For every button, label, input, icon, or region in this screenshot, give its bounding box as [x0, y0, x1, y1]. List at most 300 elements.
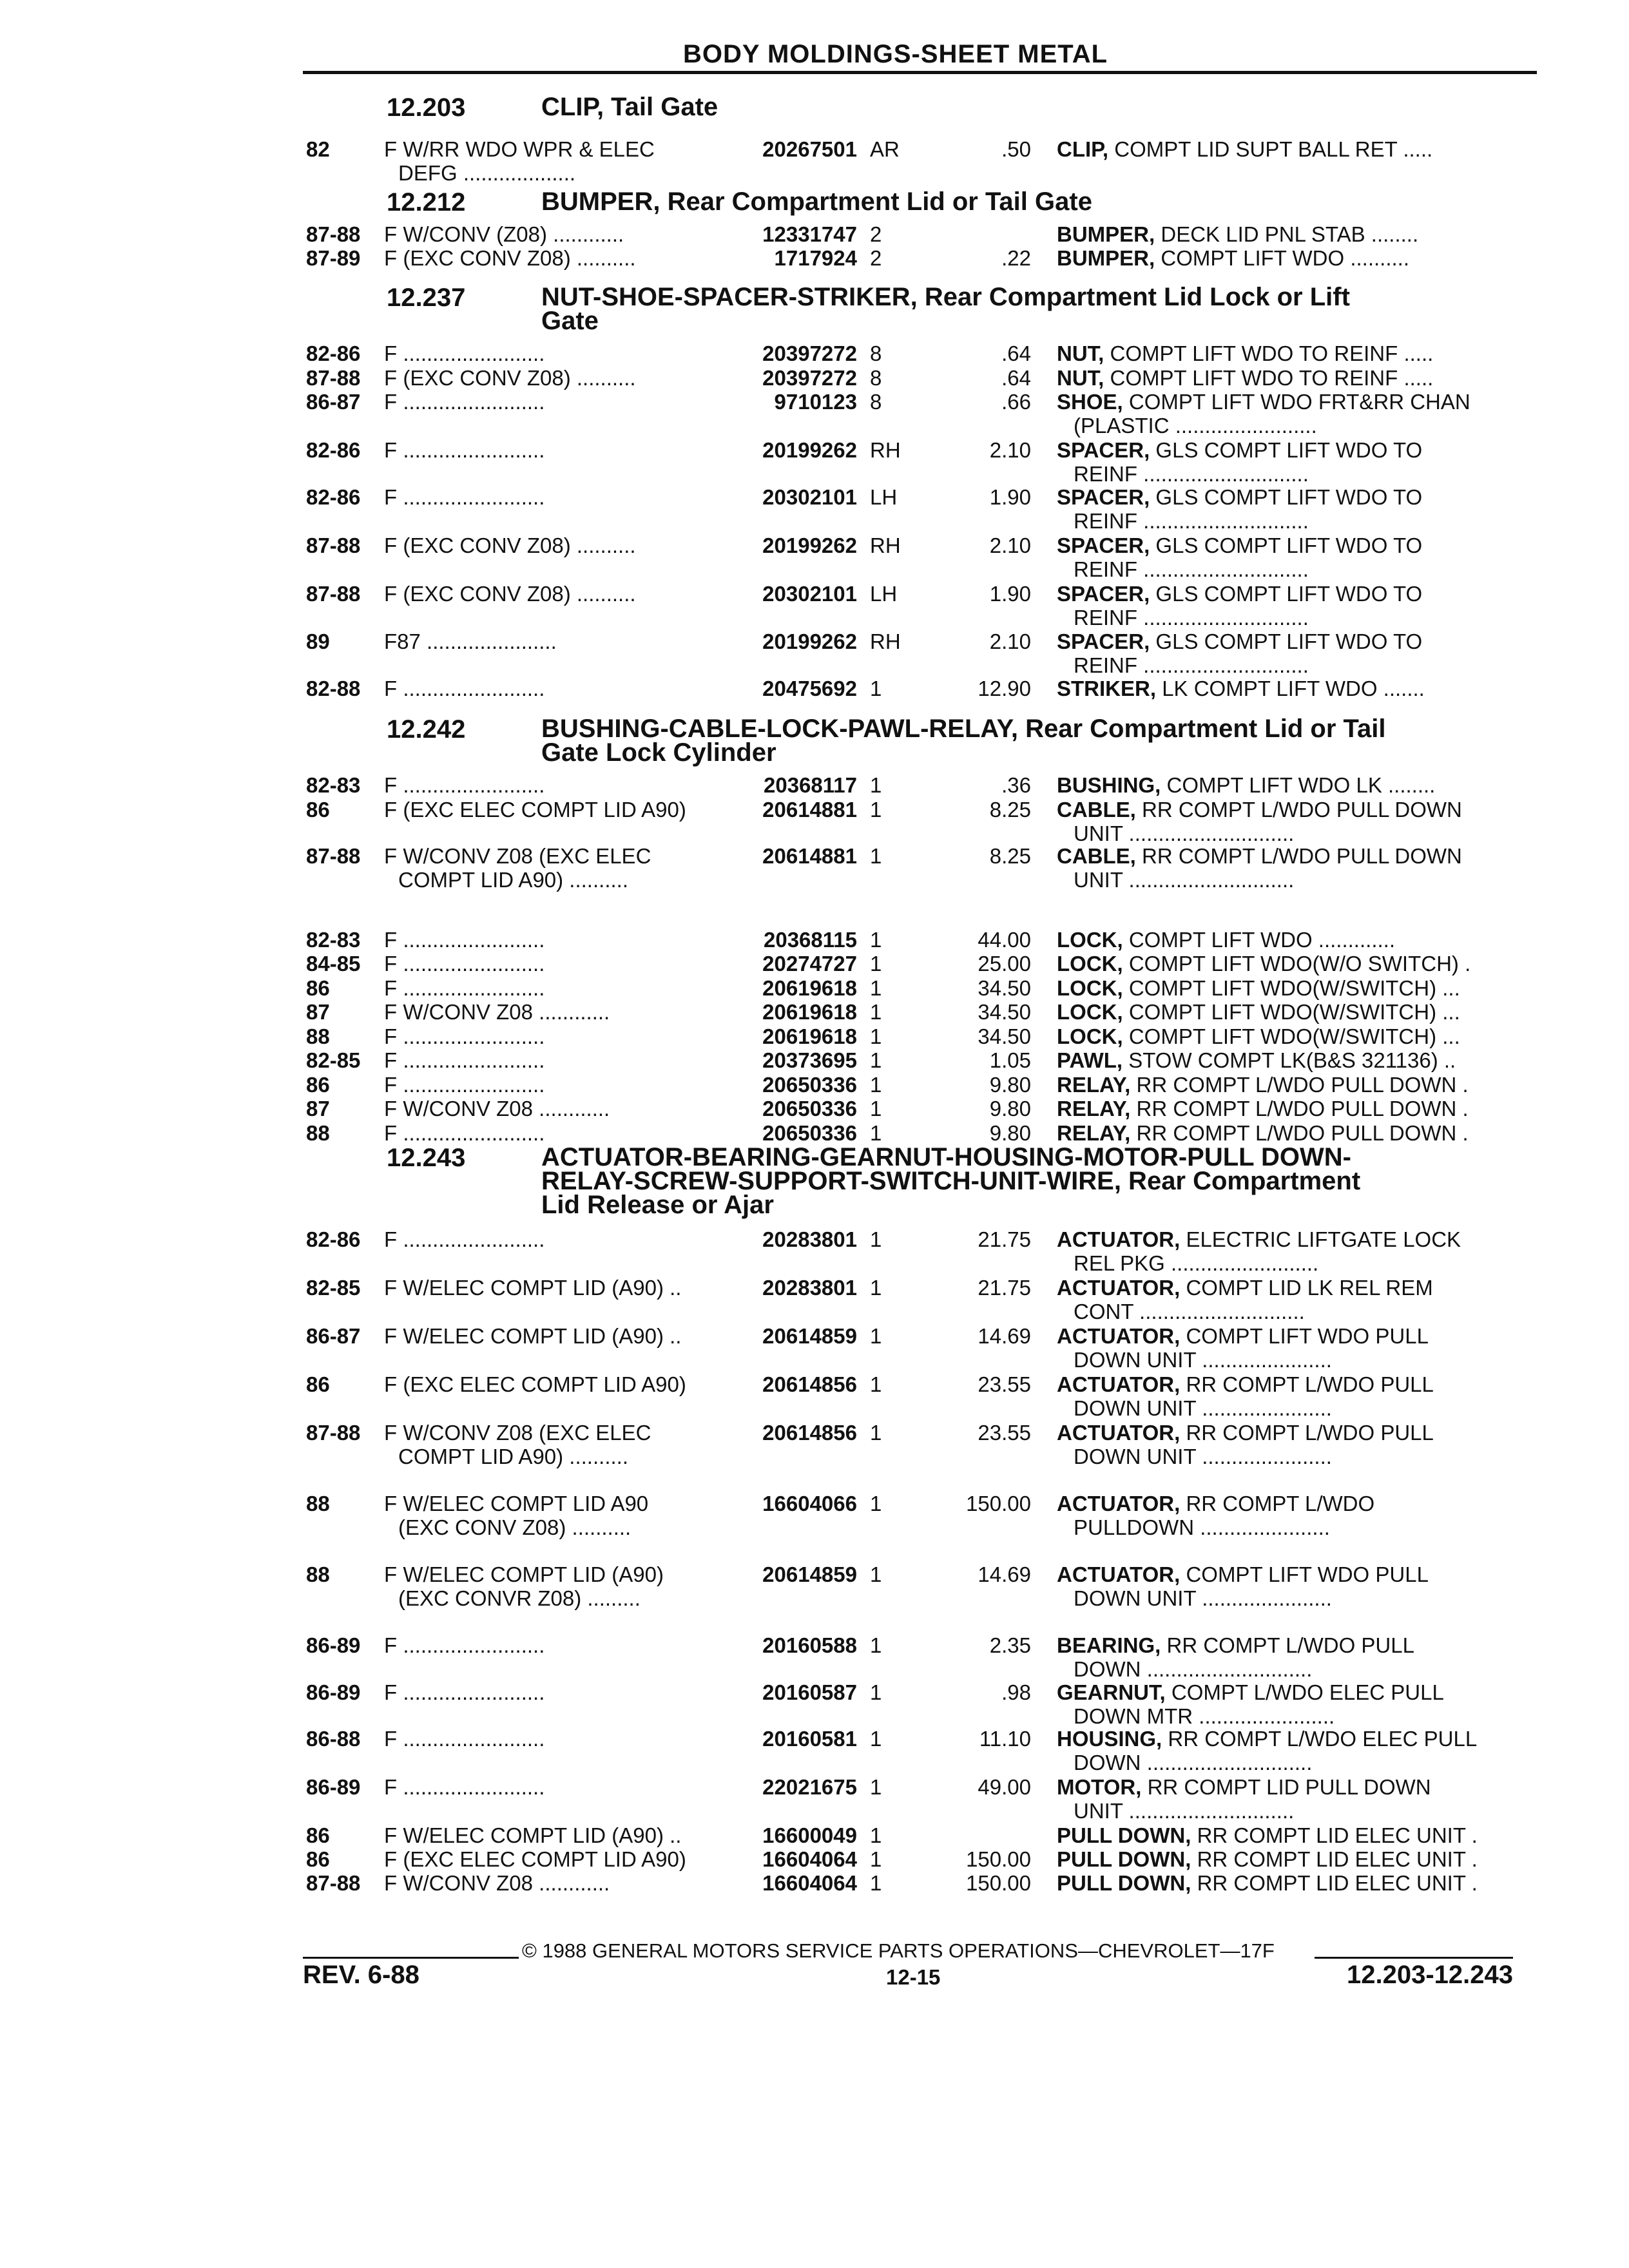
part-name-keyword: BEARING,	[1057, 1633, 1161, 1657]
model-years: 88	[306, 1024, 330, 1048]
quantity: 1	[870, 952, 882, 975]
price: 14.69	[978, 1562, 1031, 1586]
usage-description	[384, 366, 726, 390]
usage-line: F ........................	[384, 976, 545, 1000]
part-name	[1057, 928, 1534, 952]
part-number: 20302101	[762, 485, 857, 509]
part-row	[0, 1421, 1629, 1468]
part-name-text: DOWN ............................	[1074, 1751, 1313, 1774]
part-name-keyword: LOCK,	[1057, 1024, 1123, 1048]
part-name-keyword: SHOE,	[1057, 390, 1123, 414]
section-title-line: Gate	[541, 307, 599, 335]
part-name-keyword: PAWL,	[1057, 1048, 1123, 1072]
price: 49.00	[978, 1775, 1031, 1799]
quantity: 1	[870, 1024, 882, 1048]
part-name-text: UNIT ............................	[1074, 822, 1295, 845]
price: 21.75	[978, 1227, 1031, 1251]
quantity: 1	[870, 1562, 882, 1586]
quantity: 1	[870, 1097, 882, 1120]
part-number: 20283801	[762, 1227, 857, 1251]
part-name-text: GLS COMPT LIFT WDO TO	[1155, 629, 1423, 653]
part-name	[1057, 533, 1534, 581]
model-years: 82-86	[306, 485, 361, 509]
price: 9.80	[989, 1097, 1031, 1120]
usage-line: F ........................	[384, 341, 545, 365]
part-name-text: RR COMPT L/WDO ELEC PULL	[1168, 1727, 1478, 1751]
usage-description	[384, 1372, 726, 1396]
usage-line: F (EXC CONV Z08) ..........	[384, 582, 636, 606]
part-row	[0, 1727, 1629, 1774]
part-name-line	[1057, 1751, 1534, 1774]
usage-description	[384, 1680, 726, 1704]
part-name-line	[1057, 653, 1534, 677]
part-name-line	[1057, 1680, 1534, 1704]
usage-description	[384, 137, 726, 185]
quantity: 1	[870, 1727, 882, 1751]
price: 34.50	[978, 1000, 1031, 1024]
part-row	[0, 1372, 1629, 1420]
part-name-line	[1057, 438, 1534, 462]
part-name-text: RR COMPT L/WDO PULL DOWN .	[1136, 1121, 1469, 1145]
usage-line: F W/ELEC COMPT LID (A90) ..	[384, 1823, 682, 1847]
model-years: 82	[306, 137, 330, 161]
part-name	[1057, 952, 1534, 975]
part-name	[1057, 1000, 1534, 1024]
quantity: AR	[870, 137, 900, 161]
part-name-keyword: SPACER,	[1057, 533, 1150, 557]
part-name-line	[1057, 485, 1534, 509]
section-title	[541, 1143, 1521, 1219]
model-years: 86-89	[306, 1775, 361, 1799]
price: 23.55	[978, 1421, 1031, 1445]
part-name-line	[1057, 1024, 1534, 1048]
model-years: 86-89	[306, 1633, 361, 1657]
part-name-keyword: ACTUATOR,	[1057, 1227, 1181, 1251]
part-name-text: UNIT ............................	[1074, 1799, 1295, 1823]
part-number: 20274727	[762, 952, 857, 975]
quantity: 1	[870, 976, 882, 1000]
part-name-keyword: LOCK,	[1057, 928, 1123, 952]
usage-description	[384, 1227, 726, 1251]
part-name-text: RR COMPT L/WDO PULL	[1186, 1372, 1434, 1396]
part-name	[1057, 1871, 1534, 1895]
part-number: 20650336	[762, 1097, 857, 1120]
usage-description	[384, 1847, 726, 1871]
model-years: 87-88	[306, 1871, 361, 1895]
usage-line: F (EXC ELEC COMPT LID A90)	[384, 1372, 686, 1396]
part-name-text: RR COMPT L/WDO PULL DOWN	[1142, 798, 1462, 822]
part-name-line	[1057, 509, 1534, 533]
price: 34.50	[978, 976, 1031, 1000]
usage-description	[384, 1492, 726, 1539]
section-title-line: RELAY-SCREW-SUPPORT-SWITCH-UNIT-WIRE, Rear Compartment	[541, 1167, 1361, 1195]
part-name-text: UNIT ............................	[1074, 868, 1295, 892]
price: .64	[1001, 366, 1031, 390]
part-name-text: GLS COMPT LIFT WDO TO	[1155, 533, 1423, 557]
model-years: 89	[306, 629, 330, 653]
usage-description	[384, 1097, 726, 1120]
part-name-keyword: BUMPER,	[1057, 246, 1155, 270]
part-name-text: RR COMPT L/WDO PULL	[1166, 1633, 1414, 1657]
part-name	[1057, 1324, 1534, 1372]
part-name	[1057, 1847, 1534, 1871]
usage-line: F ........................	[384, 1024, 545, 1048]
part-name-line	[1057, 677, 1534, 700]
part-name-line	[1057, 1799, 1534, 1823]
part-name-text: LK COMPT LIFT WDO .......	[1162, 677, 1425, 700]
part-number: 16600049	[762, 1823, 857, 1847]
model-years: 82-86	[306, 438, 361, 462]
part-name-keyword: CABLE,	[1057, 844, 1136, 868]
part-name-text: COMPT LIFT WDO(W/SWITCH) ...	[1128, 1024, 1460, 1048]
usage-line: F W/RR WDO WPR & ELEC	[384, 137, 655, 161]
model-years: 82-88	[306, 677, 361, 700]
part-number: 20199262	[762, 533, 857, 557]
part-number: 20619618	[762, 976, 857, 1000]
footer-rule-right	[1315, 1957, 1513, 1959]
part-name-keyword: NUT,	[1057, 366, 1104, 390]
part-name-text: DOWN UNIT ......................	[1074, 1445, 1332, 1468]
part-name	[1057, 1073, 1534, 1097]
quantity: 1	[870, 1421, 882, 1445]
price: 9.80	[989, 1121, 1031, 1145]
price: 150.00	[966, 1492, 1031, 1515]
usage-line: F W/CONV Z08 (EXC ELEC	[384, 844, 651, 868]
model-years: 82-85	[306, 1276, 361, 1300]
usage-line: COMPT LID A90) ..........	[398, 868, 628, 892]
quantity: 1	[870, 1633, 882, 1657]
section-number: 12.203	[387, 93, 466, 122]
part-number: 16604066	[762, 1492, 857, 1515]
part-name-line	[1057, 1445, 1534, 1468]
quantity: 1	[870, 844, 882, 868]
part-name-keyword: SPACER,	[1057, 629, 1150, 653]
usage-line: F ........................	[384, 1727, 545, 1751]
part-number: 20614881	[762, 844, 857, 868]
price: 9.80	[989, 1073, 1031, 1097]
part-name-text: REL PKG .........................	[1074, 1251, 1319, 1275]
quantity: 1	[870, 1121, 882, 1145]
part-name-line	[1057, 952, 1534, 975]
usage-description	[384, 1421, 726, 1468]
part-row	[0, 844, 1629, 892]
quantity: RH	[870, 438, 901, 462]
part-name-line	[1057, 868, 1534, 892]
model-years: 87-88	[306, 222, 361, 246]
usage-line: F87 ......................	[384, 629, 557, 653]
part-name	[1057, 1276, 1534, 1323]
part-number: 20650336	[762, 1073, 857, 1097]
section-title-line: CLIP, Tail Gate	[541, 93, 718, 121]
part-name-line	[1057, 1847, 1534, 1871]
usage-description	[384, 1048, 726, 1072]
part-name-keyword: CABLE,	[1057, 798, 1136, 822]
part-name-text: COMPT LIFT WDO(W/SWITCH) ...	[1128, 1000, 1460, 1024]
usage-line: F (EXC ELEC COMPT LID A90)	[384, 798, 686, 822]
part-row	[0, 1324, 1629, 1372]
usage-line: F W/CONV Z08 (EXC ELEC	[384, 1421, 651, 1445]
part-name-keyword: BUMPER,	[1057, 222, 1155, 246]
usage-line: (EXC CONV Z08) ..........	[398, 1515, 631, 1539]
section-title	[541, 285, 1521, 333]
part-row	[0, 390, 1629, 437]
part-name	[1057, 976, 1534, 1000]
part-name-text: DOWN MTR .......................	[1074, 1704, 1335, 1728]
section-title	[541, 95, 1521, 119]
usage-line: F ........................	[384, 928, 545, 952]
model-years: 82-86	[306, 341, 361, 365]
usage-description	[384, 1633, 726, 1657]
part-name	[1057, 1097, 1534, 1120]
quantity: 1	[870, 1324, 882, 1348]
part-name	[1057, 390, 1534, 437]
usage-line: F ........................	[384, 1227, 545, 1251]
part-name-line	[1057, 246, 1534, 270]
part-name-line	[1057, 1515, 1534, 1539]
part-name-line	[1057, 1300, 1534, 1323]
part-row	[0, 1227, 1629, 1275]
footer-rule-left	[303, 1957, 519, 1959]
part-number: 22021675	[762, 1775, 857, 1799]
part-name	[1057, 677, 1534, 700]
part-name-keyword: ACTUATOR,	[1057, 1324, 1181, 1348]
part-row	[0, 137, 1629, 185]
part-name-keyword: RELAY,	[1057, 1073, 1131, 1097]
part-row	[0, 582, 1629, 629]
usage-line: F ........................	[384, 1633, 545, 1657]
price: 150.00	[966, 1847, 1031, 1871]
part-name-line	[1057, 1396, 1534, 1420]
part-name	[1057, 798, 1534, 845]
part-name-text: COMPT L/WDO ELEC PULL	[1171, 1680, 1444, 1704]
quantity: 1	[870, 1847, 882, 1871]
part-name	[1057, 137, 1534, 161]
part-name-keyword: LOCK,	[1057, 1000, 1123, 1024]
part-number: 20397272	[762, 366, 857, 390]
part-name-line	[1057, 976, 1534, 1000]
usage-line: F ........................	[384, 1073, 545, 1097]
footer-copyright: © 1988 GENERAL MOTORS SERVICE PARTS OPERATIONS—CHEVROLET—17F	[522, 1939, 1275, 1962]
model-years: 87-88	[306, 582, 361, 606]
part-row	[0, 1871, 1629, 1919]
part-name	[1057, 366, 1534, 390]
part-number: 20614881	[762, 798, 857, 822]
usage-line: (EXC CONVR Z08) .........	[398, 1586, 641, 1610]
part-name	[1057, 1492, 1534, 1539]
part-name-keyword: ACTUATOR,	[1057, 1492, 1181, 1515]
price: .36	[1001, 773, 1031, 797]
model-years: 82-83	[306, 928, 361, 952]
quantity: 1	[870, 1227, 882, 1251]
usage-description	[384, 1727, 726, 1751]
part-name-line	[1057, 1871, 1534, 1895]
part-name-line	[1057, 1823, 1534, 1847]
usage-description	[384, 928, 726, 952]
part-name-line	[1057, 1657, 1534, 1681]
usage-line: F (EXC ELEC COMPT LID A90)	[384, 1847, 686, 1871]
usage-line: F ........................	[384, 438, 545, 462]
model-years: 87-88	[306, 1421, 361, 1445]
part-name-line	[1057, 1073, 1534, 1097]
usage-line: F W/ELEC COMPT LID A90	[384, 1492, 649, 1515]
part-name-keyword: PULL DOWN,	[1057, 1823, 1191, 1847]
part-name-text: COMPT LIFT WDO LK ........	[1166, 773, 1436, 797]
price: .98	[1001, 1680, 1031, 1704]
part-name-keyword: NUT,	[1057, 341, 1104, 365]
part-name-keyword: ACTUATOR,	[1057, 1276, 1181, 1300]
part-number: 20283801	[762, 1276, 857, 1300]
usage-line: F W/ELEC COMPT LID (A90) ..	[384, 1276, 682, 1300]
part-number: 20368115	[763, 928, 857, 952]
usage-description	[384, 677, 726, 700]
part-name-text: RR COMPT L/WDO	[1186, 1492, 1375, 1515]
part-number: 20650336	[762, 1121, 857, 1145]
quantity: RH	[870, 533, 901, 557]
quantity: 2	[870, 222, 882, 246]
part-row	[0, 798, 1629, 845]
part-number: 16604064	[762, 1847, 857, 1871]
part-name-text: GLS COMPT LIFT WDO TO	[1155, 582, 1423, 606]
usage-line: F (EXC CONV Z08) ..........	[384, 246, 636, 270]
part-name-text: REINF ............................	[1074, 462, 1309, 486]
part-name	[1057, 1775, 1534, 1823]
price: .50	[1001, 137, 1031, 161]
part-name-text: STOW COMPT LK(B&S 321136) ..	[1128, 1048, 1456, 1072]
quantity: 1	[870, 773, 882, 797]
part-name-text: COMPT LIFT WDO PULL	[1186, 1562, 1429, 1586]
part-name-text: RR COMPT LID ELEC UNIT .	[1197, 1847, 1478, 1871]
quantity: 2	[870, 246, 882, 270]
usage-description	[384, 1276, 726, 1300]
quantity: 1	[870, 798, 882, 822]
part-name-line	[1057, 822, 1534, 845]
part-row	[0, 1492, 1629, 1539]
price: 1.90	[989, 485, 1031, 509]
part-name-text: COMPT LIFT WDO(W/O SWITCH) .	[1128, 952, 1471, 975]
part-name	[1057, 1372, 1534, 1420]
part-name-line	[1057, 222, 1534, 246]
price: 44.00	[978, 928, 1031, 952]
model-years: 84-85	[306, 952, 361, 975]
part-name-line	[1057, 414, 1534, 437]
part-name-text: PULLDOWN ......................	[1074, 1515, 1330, 1539]
price: .22	[1001, 246, 1031, 270]
part-number: 20619618	[762, 1024, 857, 1048]
usage-line: DEFG ...................	[398, 161, 576, 185]
usage-description	[384, 629, 726, 653]
part-name-text: RR COMPT L/WDO PULL	[1186, 1421, 1434, 1445]
section-number: 12.242	[387, 715, 466, 744]
part-name-text: COMPT LIFT WDO TO REINF .....	[1110, 366, 1434, 390]
part-name-text: COMPT LID LK REL REM	[1186, 1276, 1433, 1300]
part-name	[1057, 485, 1534, 533]
usage-line: F ........................	[384, 1680, 545, 1704]
page-header-title: BODY MOLDINGS-SHEET METAL	[683, 40, 1108, 68]
part-number: 20302101	[762, 582, 857, 606]
part-name-line	[1057, 773, 1534, 797]
part-number: 20160588	[762, 1633, 857, 1657]
part-name-keyword: ACTUATOR,	[1057, 1562, 1181, 1586]
usage-description	[384, 222, 726, 246]
usage-description	[384, 1562, 726, 1610]
part-name	[1057, 1680, 1534, 1728]
part-name-line	[1057, 1421, 1534, 1445]
part-name	[1057, 1048, 1534, 1072]
part-number: 1717924	[774, 246, 857, 270]
part-name-keyword: SPACER,	[1057, 438, 1150, 462]
model-years: 87	[306, 1097, 330, 1120]
part-row	[0, 1562, 1629, 1610]
usage-line: F ........................	[384, 1121, 545, 1145]
footer-revision: REV. 6-88	[303, 1961, 419, 1989]
part-name-text: RR COMPT LID ELEC UNIT .	[1197, 1823, 1478, 1847]
section-title-line: NUT-SHOE-SPACER-STRIKER, Rear Compartment Lid Lock or Lift	[541, 283, 1350, 311]
part-name-keyword: PULL DOWN,	[1057, 1847, 1191, 1871]
price: 1.05	[989, 1048, 1031, 1072]
part-row	[0, 1775, 1629, 1823]
usage-description	[384, 1024, 726, 1048]
section-title-line: BUSHING-CABLE-LOCK-PAWL-RELAY, Rear Compartment Lid or Tail	[541, 715, 1386, 743]
part-name-line	[1057, 1251, 1534, 1275]
model-years: 87-88	[306, 533, 361, 557]
part-name	[1057, 341, 1534, 365]
usage-description	[384, 438, 726, 462]
quantity: 1	[870, 1073, 882, 1097]
usage-description	[384, 844, 726, 892]
part-name-line	[1057, 1372, 1534, 1396]
usage-line: F ........................	[384, 1775, 545, 1799]
part-name	[1057, 1421, 1534, 1468]
part-name-text: COMPT LIFT WDO TO REINF .....	[1110, 341, 1434, 365]
section-number: 12.212	[387, 188, 466, 216]
part-name-text: DOWN UNIT ......................	[1074, 1586, 1332, 1610]
part-name	[1057, 844, 1534, 892]
part-name-line	[1057, 1097, 1534, 1120]
header-rule	[303, 71, 1537, 74]
part-name	[1057, 773, 1534, 797]
price: 11.10	[979, 1727, 1031, 1751]
section-title	[541, 187, 1521, 216]
model-years: 86	[306, 976, 330, 1000]
part-name	[1057, 1024, 1534, 1048]
model-years: 86	[306, 1073, 330, 1097]
quantity: 1	[870, 928, 882, 952]
model-years: 86-87	[306, 390, 361, 414]
quantity: 1	[870, 1492, 882, 1515]
part-name-line	[1057, 1324, 1534, 1348]
part-name-keyword: SPACER,	[1057, 582, 1150, 606]
usage-description	[384, 952, 726, 975]
part-number: 9710123	[774, 390, 857, 414]
part-name-line	[1057, 1562, 1534, 1586]
part-name-text: RR COMPT L/WDO PULL DOWN .	[1136, 1097, 1469, 1120]
part-name-text: REINF ............................	[1074, 606, 1309, 629]
part-number: 20614859	[762, 1324, 857, 1348]
part-name-line	[1057, 844, 1534, 868]
quantity: 8	[870, 390, 882, 414]
part-name	[1057, 246, 1534, 270]
usage-description	[384, 1324, 726, 1348]
quantity: 8	[870, 341, 882, 365]
usage-description	[384, 246, 726, 270]
model-years: 86	[306, 1823, 330, 1847]
part-name-keyword: SPACER,	[1057, 485, 1150, 509]
part-row	[0, 485, 1629, 533]
usage-description	[384, 485, 726, 509]
price: 2.10	[989, 438, 1031, 462]
part-name-text: RR COMPT LID PULL DOWN	[1147, 1775, 1431, 1799]
part-name-line	[1057, 1775, 1534, 1799]
